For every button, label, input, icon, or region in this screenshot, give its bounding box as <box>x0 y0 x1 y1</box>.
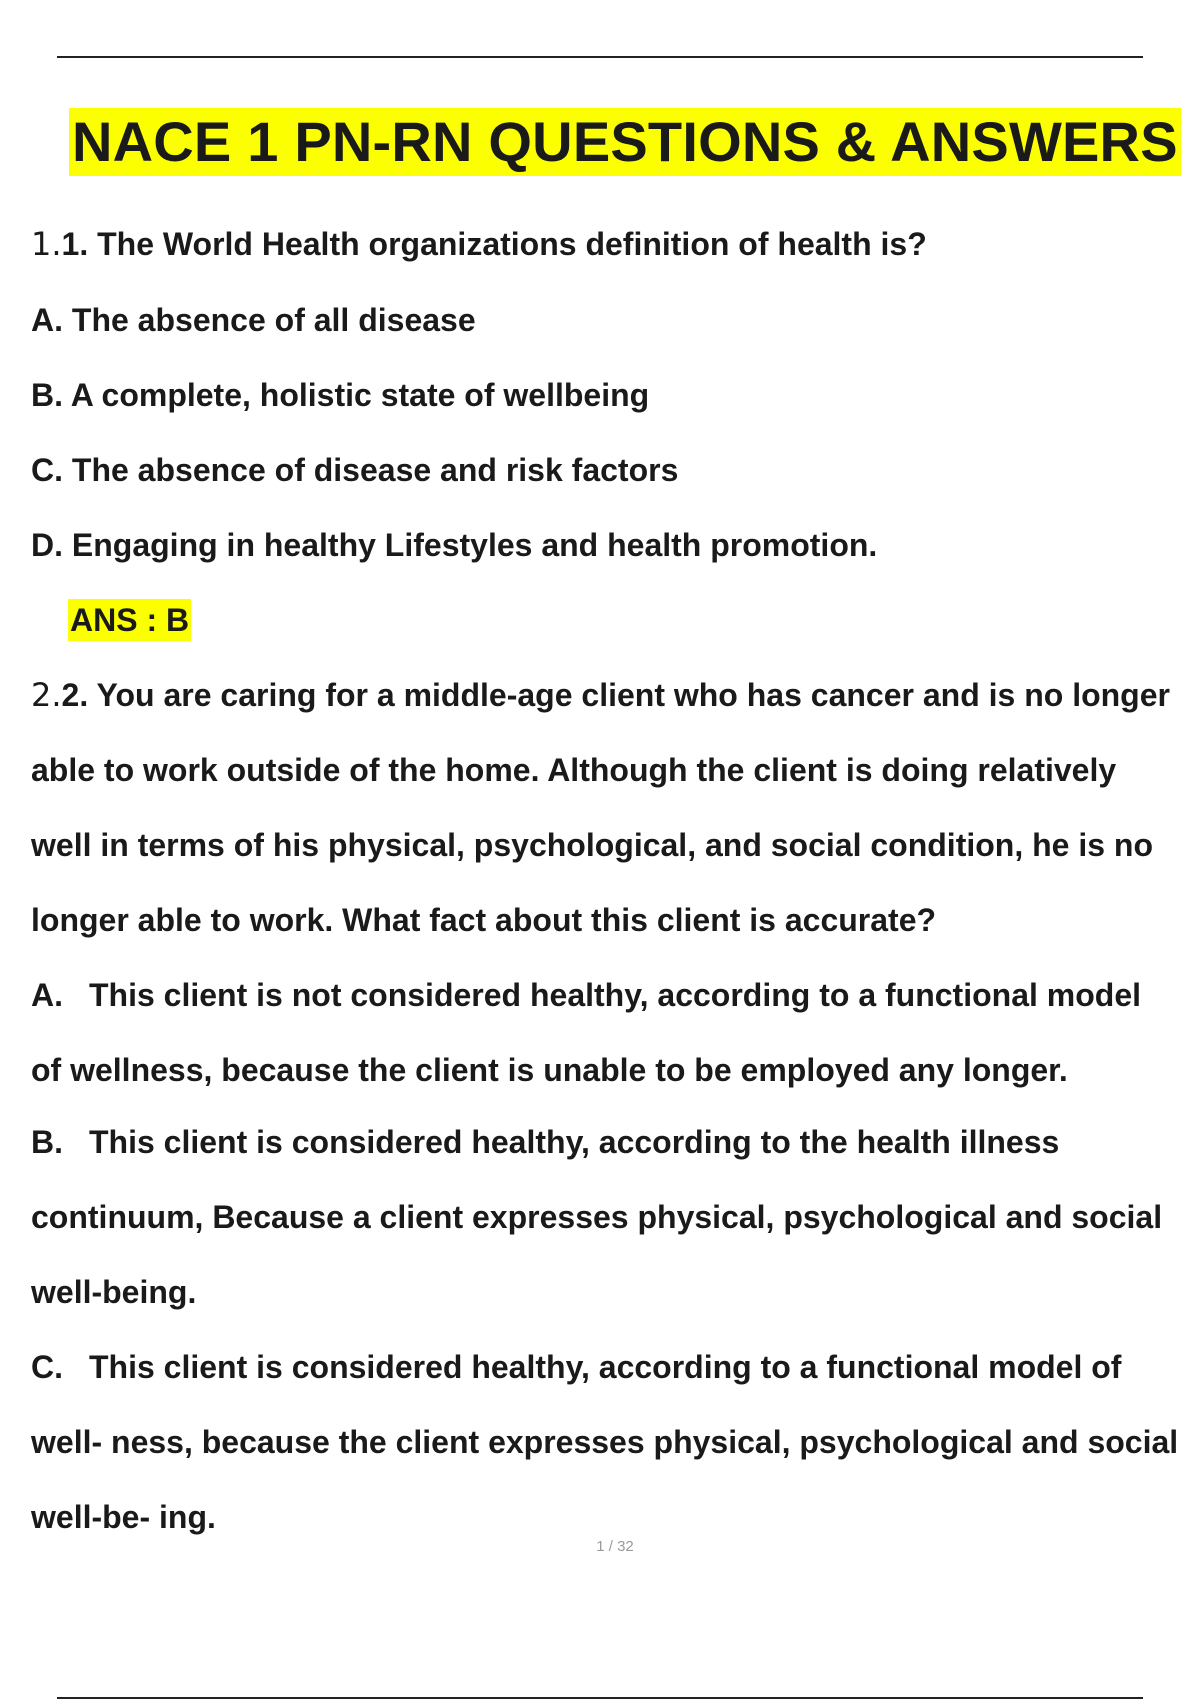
q1-option-b: B. A complete, holistic state of wellbeing <box>31 377 650 413</box>
question-1 <box>31 224 927 264</box>
question-2-line-3: well in terms of his physical, psychological, and social condition, he is no <box>31 827 1154 863</box>
top-rule <box>57 56 1143 58</box>
q2-option-c-line-3: well-be- ing. <box>31 1499 216 1535</box>
question-2-number: 2. <box>31 676 62 714</box>
q2-option-c-text-1: This client is considered healthy, according to a functional model of <box>89 1349 1122 1385</box>
q2-option-a-line-2: of wellness, because the client is unable to be employed any longer. <box>31 1052 1068 1088</box>
q2-option-b-letter: B. <box>31 1124 63 1160</box>
q2-option-b <box>31 1122 1059 1162</box>
question-1-text: 1. The World Health organizations definition of health is? <box>61 226 927 262</box>
q1-option-d: D. Engaging in healthy Lifestyles and health promotion. <box>31 527 878 563</box>
page-indicator: 1 / 32 <box>596 1538 634 1555</box>
question-2-line-1 <box>31 675 1170 715</box>
q2-option-c-letter: C. <box>31 1349 63 1385</box>
q2-option-c-line-2: well- ness, because the client expresses physical, psychological and social <box>31 1424 1179 1460</box>
question-2-line-4: longer able to work. What fact about this client is accurate? <box>31 902 937 938</box>
question-1-number: 1. <box>31 225 62 263</box>
document-title: NACE 1 PN-RN QUESTIONS & ANSWERS <box>69 108 1181 176</box>
q2-option-b-text-1: This client is considered healthy, according to the health illness <box>89 1124 1060 1160</box>
question-2-text-1: 2. You are caring for a middle-age client who has cancer and is no longer <box>61 677 1170 713</box>
q2-option-a-text-1: This client is not considered healthy, according to a functional model <box>89 977 1141 1013</box>
q2-option-c <box>31 1347 1121 1387</box>
bottom-rule <box>57 1697 1143 1699</box>
q1-option-a: A. The absence of all disease <box>31 302 476 338</box>
q2-option-a <box>31 975 1141 1015</box>
q1-answer: ANS : B <box>68 599 191 641</box>
q2-option-b-line-3: well-being. <box>31 1274 197 1310</box>
q2-option-a-letter: A. <box>31 977 63 1013</box>
q2-option-b-line-2: continuum, Because a client expresses physical, psychological and social <box>31 1199 1163 1235</box>
question-2-line-2: able to work outside of the home. Although the client is doing relatively <box>31 752 1117 788</box>
q1-option-c: C. The absence of disease and risk factors <box>31 452 679 488</box>
